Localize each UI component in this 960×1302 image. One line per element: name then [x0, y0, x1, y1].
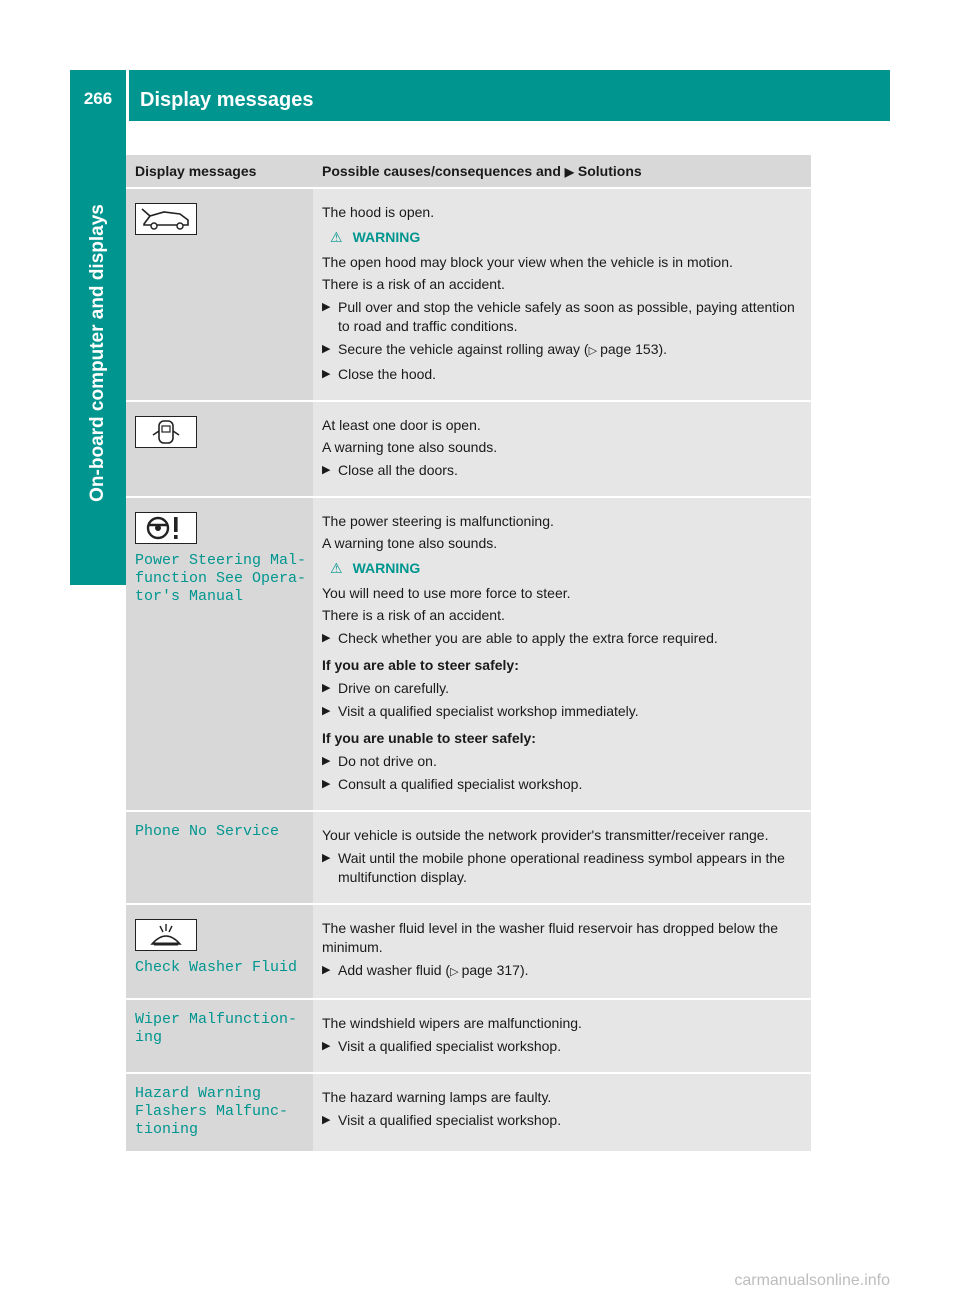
description-text: The windshield wipers are malfunctioning. — [322, 1015, 582, 1031]
description-text: The washer fluid level in the washer fluid reservoir has dropped below the minimum. — [322, 920, 779, 955]
col-header-solutions — [313, 155, 811, 188]
action-step-text: Drive on carefully. — [338, 680, 450, 696]
display-message-text: Wiper Malfunction- ing — [135, 1011, 298, 1046]
description-text: At least one door is open. — [322, 417, 481, 433]
table-row — [126, 1073, 811, 1152]
table-row — [126, 811, 811, 904]
table-row — [126, 188, 811, 401]
solutions-cell — [313, 1073, 811, 1152]
display-message-cell — [126, 999, 313, 1073]
display-message-cell — [126, 904, 313, 999]
display-message-cell — [126, 188, 313, 401]
action-step-text: Add washer fluid ( — [338, 962, 451, 978]
col-header-pre: Possible causes/consequences and — [322, 163, 561, 179]
description-text: You will need to use more force to steer. — [322, 585, 571, 601]
display-message-text: Power Steering Mal- function See Opera- tor's Manual — [135, 552, 307, 605]
display-message-cell — [126, 811, 313, 904]
action-step — [322, 752, 802, 771]
watermark: carmanualsonline.info — [734, 1272, 890, 1289]
solutions-cell — [313, 401, 811, 497]
action-step — [322, 461, 802, 480]
arrow-right-icon: ▶ — [564, 165, 575, 179]
action-step-text: Pull over and stop the vehicle safely as soon as possible, paying attention to road and traffic conditions. — [338, 299, 795, 334]
chapter-side-tab — [70, 121, 126, 585]
solutions-cell — [313, 904, 811, 999]
solutions-cell — [313, 999, 811, 1073]
warning-label: WARNING — [352, 560, 421, 576]
action-step — [322, 340, 802, 361]
action-step-text: Visit a qualified specialist workshop. — [338, 1112, 562, 1128]
action-step — [322, 365, 802, 384]
action-step — [322, 961, 802, 982]
action-step-text: Do not drive on. — [338, 753, 437, 769]
action-step-text: Visit a qualified specialist workshop. — [338, 1038, 562, 1054]
action-step-text: Consult a qualified specialist workshop. — [338, 776, 583, 792]
action-step-text: Secure the vehicle against rolling away ( — [338, 341, 589, 357]
action-step — [322, 1037, 802, 1056]
table-row — [126, 904, 811, 999]
page-reference-link[interactable]: page 153 — [600, 341, 659, 357]
action-step — [322, 298, 802, 336]
warning-triangle-icon: ⚠ — [330, 560, 343, 576]
action-step-text: Close all the doors. — [338, 462, 458, 478]
page-ref-arrow-icon: ▷ — [450, 966, 462, 978]
page-title: Display messages — [140, 89, 314, 111]
display-message-cell — [126, 1073, 313, 1152]
action-step-text: Wait until the mobile phone operational readiness symbol appears in the multifunction display. — [338, 850, 785, 885]
action-step — [322, 1111, 802, 1130]
header-separator — [126, 70, 129, 121]
description-text: Your vehicle is outside the network provider's transmitter/receiver range. — [322, 827, 769, 843]
description-text: The power steering is malfunctioning. — [322, 513, 554, 529]
description-text: A warning tone also sounds. — [322, 535, 498, 551]
action-step — [322, 775, 802, 794]
table-row — [126, 999, 811, 1073]
action-step-text: Check whether you are able to apply the extra force required. — [338, 630, 718, 646]
table-header-row — [126, 155, 811, 188]
description-text: The open hood may block your view when the vehicle is in motion. — [322, 254, 733, 270]
action-step-text-end: ). — [658, 341, 668, 357]
chapter-label: On-board computer and displays — [87, 204, 108, 502]
action-step-text: Visit a qualified specialist workshop immediately. — [338, 703, 639, 719]
washer-fluid-icon — [135, 919, 197, 951]
description-text: The hazard warning lamps are faulty. — [322, 1089, 552, 1105]
action-step — [322, 629, 802, 648]
condition-heading: If you are able to steer safely: — [322, 657, 519, 673]
table-row — [126, 401, 811, 497]
display-message-text: Check Washer Fluid — [135, 959, 298, 976]
warning-label: WARNING — [352, 229, 421, 245]
steering-warning-icon — [135, 512, 197, 544]
page-number: 266 — [83, 89, 113, 108]
display-message-cell — [126, 497, 313, 811]
action-step-text: Close the hood. — [338, 366, 437, 382]
page-reference-link[interactable]: page 317 — [461, 962, 520, 978]
col-header-post: Solutions — [577, 163, 642, 179]
description-text: There is a risk of an accident. — [322, 276, 505, 292]
warning-heading — [330, 559, 802, 578]
hood-open-icon — [135, 203, 197, 235]
display-message-text: Hazard Warning Flashers Malfunc- tioning — [135, 1085, 289, 1138]
solutions-cell — [313, 497, 811, 811]
page-ref-arrow-icon: ▷ — [588, 345, 601, 357]
description-text: There is a risk of an accident. — [322, 607, 505, 623]
warning-heading — [330, 228, 802, 247]
solutions-cell — [313, 811, 811, 904]
page-header — [70, 70, 890, 121]
condition-heading: If you are unable to steer safely: — [322, 730, 536, 746]
warning-triangle-icon: ⚠ — [330, 229, 343, 245]
door-open-icon — [135, 416, 197, 448]
display-messages-table — [126, 155, 811, 1153]
action-step — [322, 679, 802, 698]
solutions-cell — [313, 188, 811, 401]
action-step-text-end: ). — [519, 962, 529, 978]
display-message-text: Phone No Service — [135, 823, 280, 840]
table-row — [126, 497, 811, 811]
display-message-cell — [126, 401, 313, 497]
description-text: The hood is open. — [322, 204, 435, 220]
action-step — [322, 849, 802, 887]
action-step — [322, 702, 802, 721]
description-text: A warning tone also sounds. — [322, 439, 498, 455]
col-header-display-messages: Display messages — [126, 155, 313, 188]
